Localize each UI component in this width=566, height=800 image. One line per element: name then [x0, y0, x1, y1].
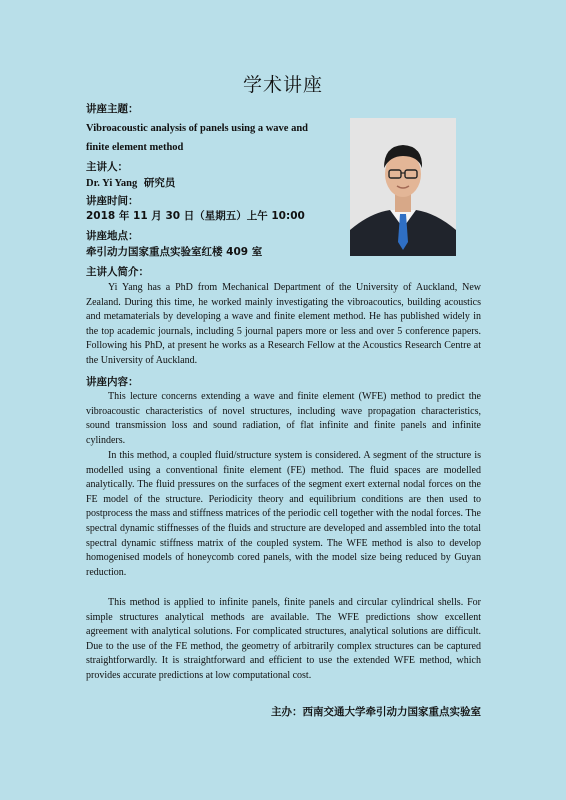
speaker-heading: 主讲人：	[86, 161, 128, 173]
content-paragraph-2	[86, 449, 481, 580]
content-heading: 讲座内容：	[86, 376, 139, 388]
location-heading: 讲座地点：	[86, 230, 139, 242]
content-text-3: This method is applied to infinite panels, finite panels and circular cylindrical shells. For simple structures analytical methods are available. The WFE predictions show excellent agreement with analytical solutions. For complicated structures, analytical solutions are difficult. Due to the use of the FE method, the geometry of arbitrarily complex structures can be captured straightforwardly. It is straightforward and efficient to use the extended WFE method, which provides accurate predictions at low computational cost.	[86, 597, 481, 681]
poster-title: 学术讲座	[242, 74, 323, 96]
time-value: 2018 年 11 月 30 日（星期五）上午 10:00	[86, 210, 305, 222]
bio-text: Yi Yang has a PhD from Mechanical Department of the University of Auckland, New Zealand. During this time, he worked mainly investigating the vibroacoutics, building acoustics and metamaterials by developing a wave and finite element method. He has published widely in the top academic journals, including 5 journal papers more or less and over 5 conference papers. Following his PhD, at present he works as a Research Fellow at the Acoustics Research Centre at the University of Auckland.	[86, 282, 481, 366]
bio-heading: 主讲人简介：	[86, 266, 149, 278]
speaker-line	[86, 174, 175, 193]
speaker-photo	[350, 118, 456, 256]
content-text-1: This lecture concerns extending a wave and finite element (WFE) method to predict the vibroacoustic characteristics of novel structures, including wave propagation characteristics, sound transmission loss and sound radiation, of flat infinite and finite panels and infinite cylinders.	[86, 391, 481, 446]
host-organizer: 主办：西南交通大学牵引动力国家重点实验室	[271, 706, 481, 718]
time-heading: 讲座时间：	[86, 195, 139, 207]
content-paragraph-1	[86, 390, 481, 448]
content-paragraph-3	[86, 596, 481, 684]
location-value: 牵引动力国家重点实验室红楼 409 室	[86, 246, 263, 258]
speaker-portrait-image	[350, 118, 456, 256]
bio-paragraph	[86, 281, 481, 369]
content-text-2: In this method, a coupled fluid/structure system is considered. A segment of the structure is modelled using a conventional finite element (FE) method. The fluid spaces are modelled analytically. The fluid pressures on the surfaces of the segment exert external nodal forces on the FE model of the structure. Periodicity theory and equilibrium conditions are then used to postprocess the mass and stiffness matrices of the periodic cell together with the nodal forces. The spectral dynamic stiffnesses of the fluids and structure are developed and assembled into the total spectral dynamic stiffness matrix of the coupled system. The WFE method is also to develop homogenised models of honeycomb cored panels, with the model size being reduced by Guyan reduction.	[86, 450, 481, 578]
topic-line-2: finite element method	[86, 142, 184, 153]
speaker-title: 研究员	[143, 177, 176, 189]
topic-line-1: Vibroacoustic analysis of panels using a wave and	[86, 123, 308, 134]
topic-heading: 讲座主题：	[86, 103, 139, 115]
speaker-name: Dr. Yi Yang	[86, 178, 138, 189]
